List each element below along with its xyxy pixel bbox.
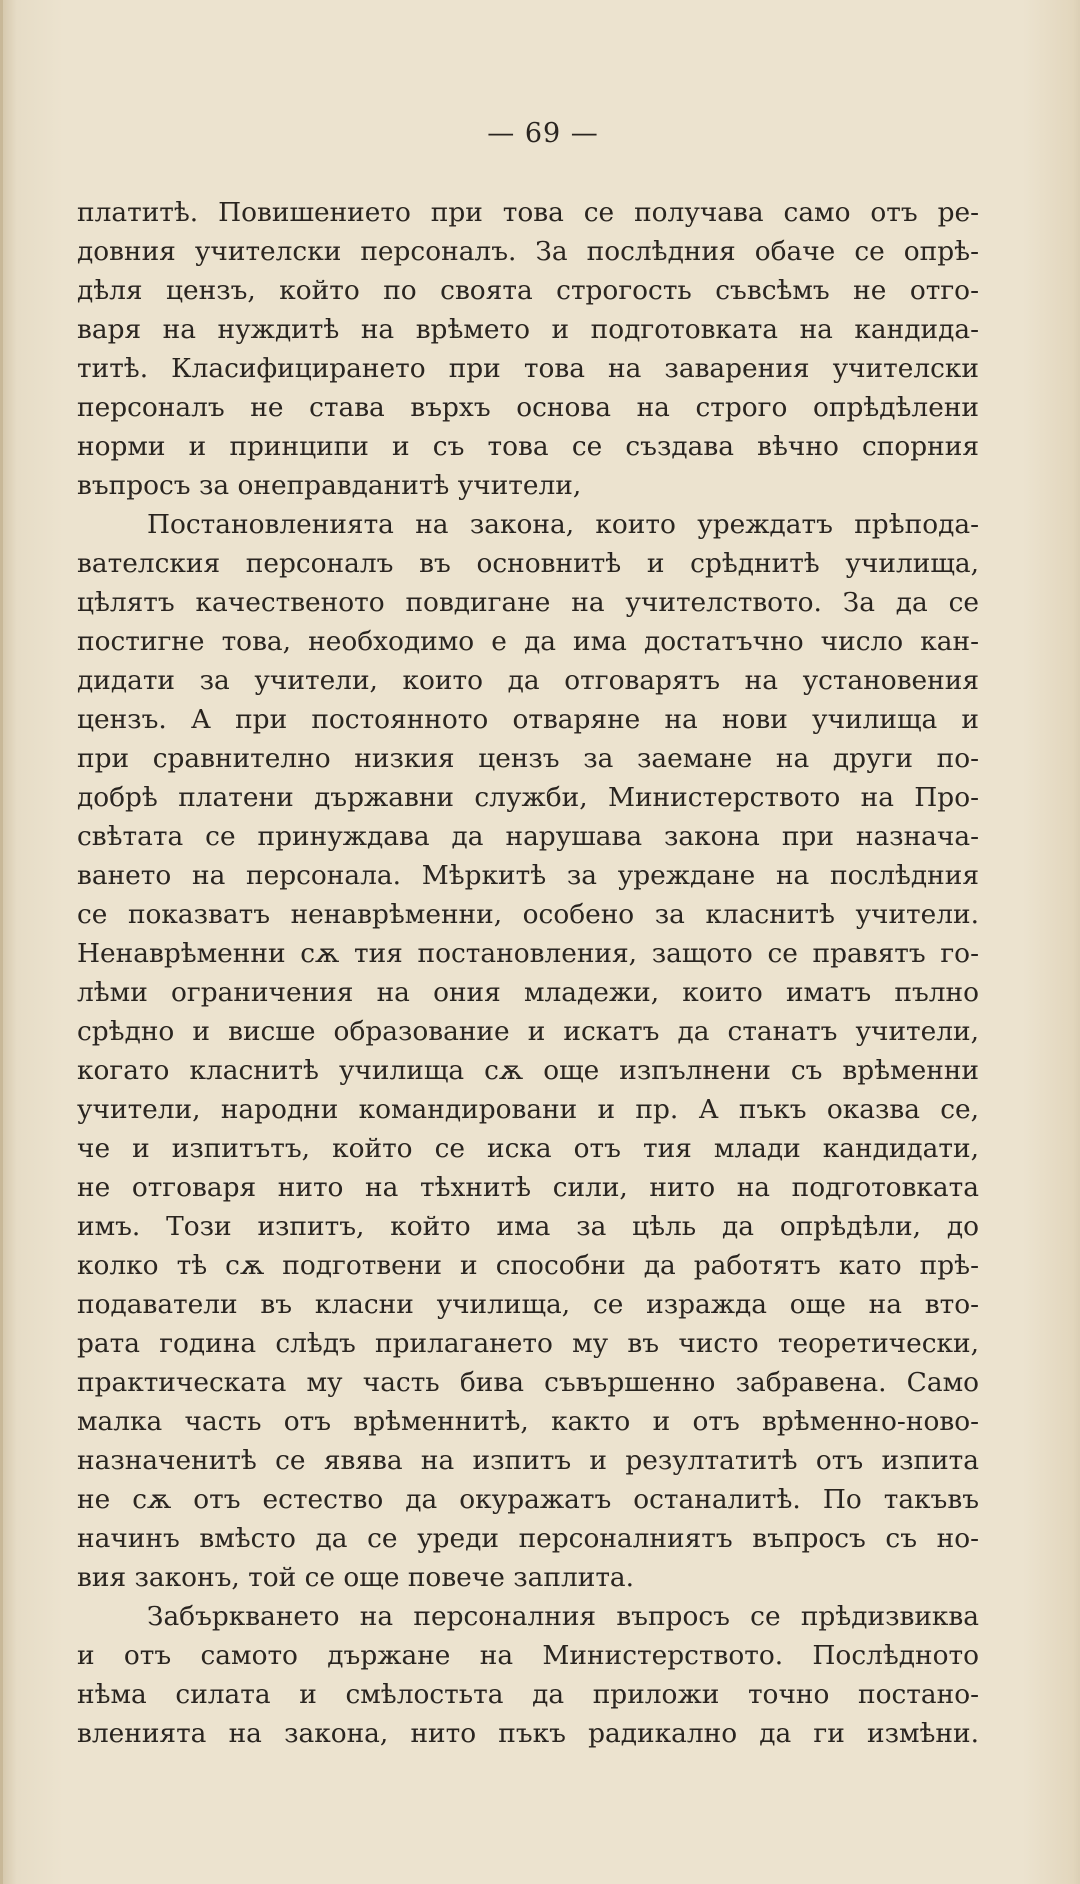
text-line: вленията на закона, нито пъкъ радикално да ги измѣни. [77, 1718, 979, 1749]
text-line: назначенитѣ се явява на изпитъ и резултатитѣ отъ изпита [77, 1445, 979, 1476]
text-line: цензъ. А при постоянното отваряне на нови училища и [77, 704, 979, 735]
text-line: титѣ. Класифицирането при това на заварения учителски [77, 353, 979, 384]
text-line: малка часть отъ врѣменнитѣ, както и отъ врѣменно-ново- [77, 1406, 979, 1437]
text-line: не отговаря нито на тѣхнитѣ сили, нито на подготовката [77, 1172, 979, 1203]
text-line: довния учителски персоналъ. За послѣдния обаче се опрѣ- [77, 236, 979, 267]
text-line: срѣдно и висше образование и искатъ да станатъ учители, [77, 1016, 979, 1047]
text-line: начинъ вмѣсто да се уреди персоналниятъ въпросъ съ но- [77, 1523, 979, 1554]
paragraph-2 [77, 505, 979, 1597]
text-line: Забъркването на персоналния въпросъ се прѣдизвиква [147, 1601, 979, 1632]
text-line: Постановленията на закона, които уреждатъ прѣпода- [147, 509, 979, 540]
text-line: практическата му часть бива съвършенно забравена. Само [77, 1367, 979, 1398]
text-line: нѣма силата и смѣлостьта да приложи точно постано- [77, 1679, 979, 1710]
text-line: цѣлятъ качественото повдигане на учителството. За да се [77, 587, 979, 618]
text-line: имъ. Този изпитъ, който има за цѣль да опрѣдѣли, до [77, 1211, 979, 1242]
text-line: се показватъ ненаврѣменни, особено за класнитѣ учители. [77, 899, 979, 930]
text-line: че и изпитътъ, който се иска отъ тия млади кандидати, [77, 1133, 979, 1164]
text-line: подаватели въ класни училища, се изражда още на вто- [77, 1289, 979, 1320]
text-line: вия законъ, той се още повече заплита. [77, 1562, 635, 1593]
text-line: постигне това, необходимо е да има достатъчно число кан- [77, 626, 979, 657]
text-line: персоналъ не става върхъ основа на строго опрѣдѣлени [77, 392, 979, 423]
text-line: когато класнитѣ училища сѫ още изпълнени съ врѣменни [77, 1055, 979, 1086]
text-line: платитѣ. Повишението при това се получава само отъ ре- [77, 197, 979, 228]
text-line: въпросъ за онеправданитѣ учители, [77, 470, 582, 501]
text-line: не сѫ отъ естество да окуражатъ останалитѣ. По такъвъ [77, 1484, 979, 1515]
text-line: и отъ самото държане на Министерството. Послѣдното [77, 1640, 979, 1671]
text-line: свѣтата се принуждава да нарушава закона при назнача- [77, 821, 979, 852]
text-line: Ненаврѣменни сѫ тия постановления, защото се правятъ го- [77, 938, 979, 969]
body-text [77, 193, 979, 1753]
text-line: лѣми ограничения на ония младежи, които иматъ пълно [77, 977, 979, 1008]
text-line: рата година слѣдъ прилагането му въ чисто теоретически, [77, 1328, 979, 1359]
text-line: колко тѣ сѫ подготвени и способни да работятъ като прѣ- [77, 1250, 979, 1281]
text-line: дидати за учители, които да отговарятъ на установения [77, 665, 979, 696]
text-line: норми и принципи и съ това се създава вѣчно спорния [77, 431, 979, 462]
page-number: — 69 — [487, 118, 599, 149]
text-line: учители, народни командировани и пр. А пъкъ оказва се, [77, 1094, 979, 1125]
text-line: дѣля цензъ, който по своята строгость съвсѣмъ не отго- [77, 275, 979, 306]
text-line: при сравнително низкия цензъ за заемане на други по- [77, 743, 979, 774]
text-line: добрѣ платени държавни служби, Министерството на Про- [77, 782, 979, 813]
text-line: вателския персоналъ въ основнитѣ и срѣднитѣ училища, [77, 548, 979, 579]
text-line: варя на нуждитѣ на врѣмето и подготовката на кандида- [77, 314, 979, 345]
text-line: ването на персонала. Мѣркитѣ за уреждане на послѣдния [77, 860, 979, 891]
paragraph-3 [77, 1597, 979, 1753]
paragraph-1 [77, 193, 979, 505]
